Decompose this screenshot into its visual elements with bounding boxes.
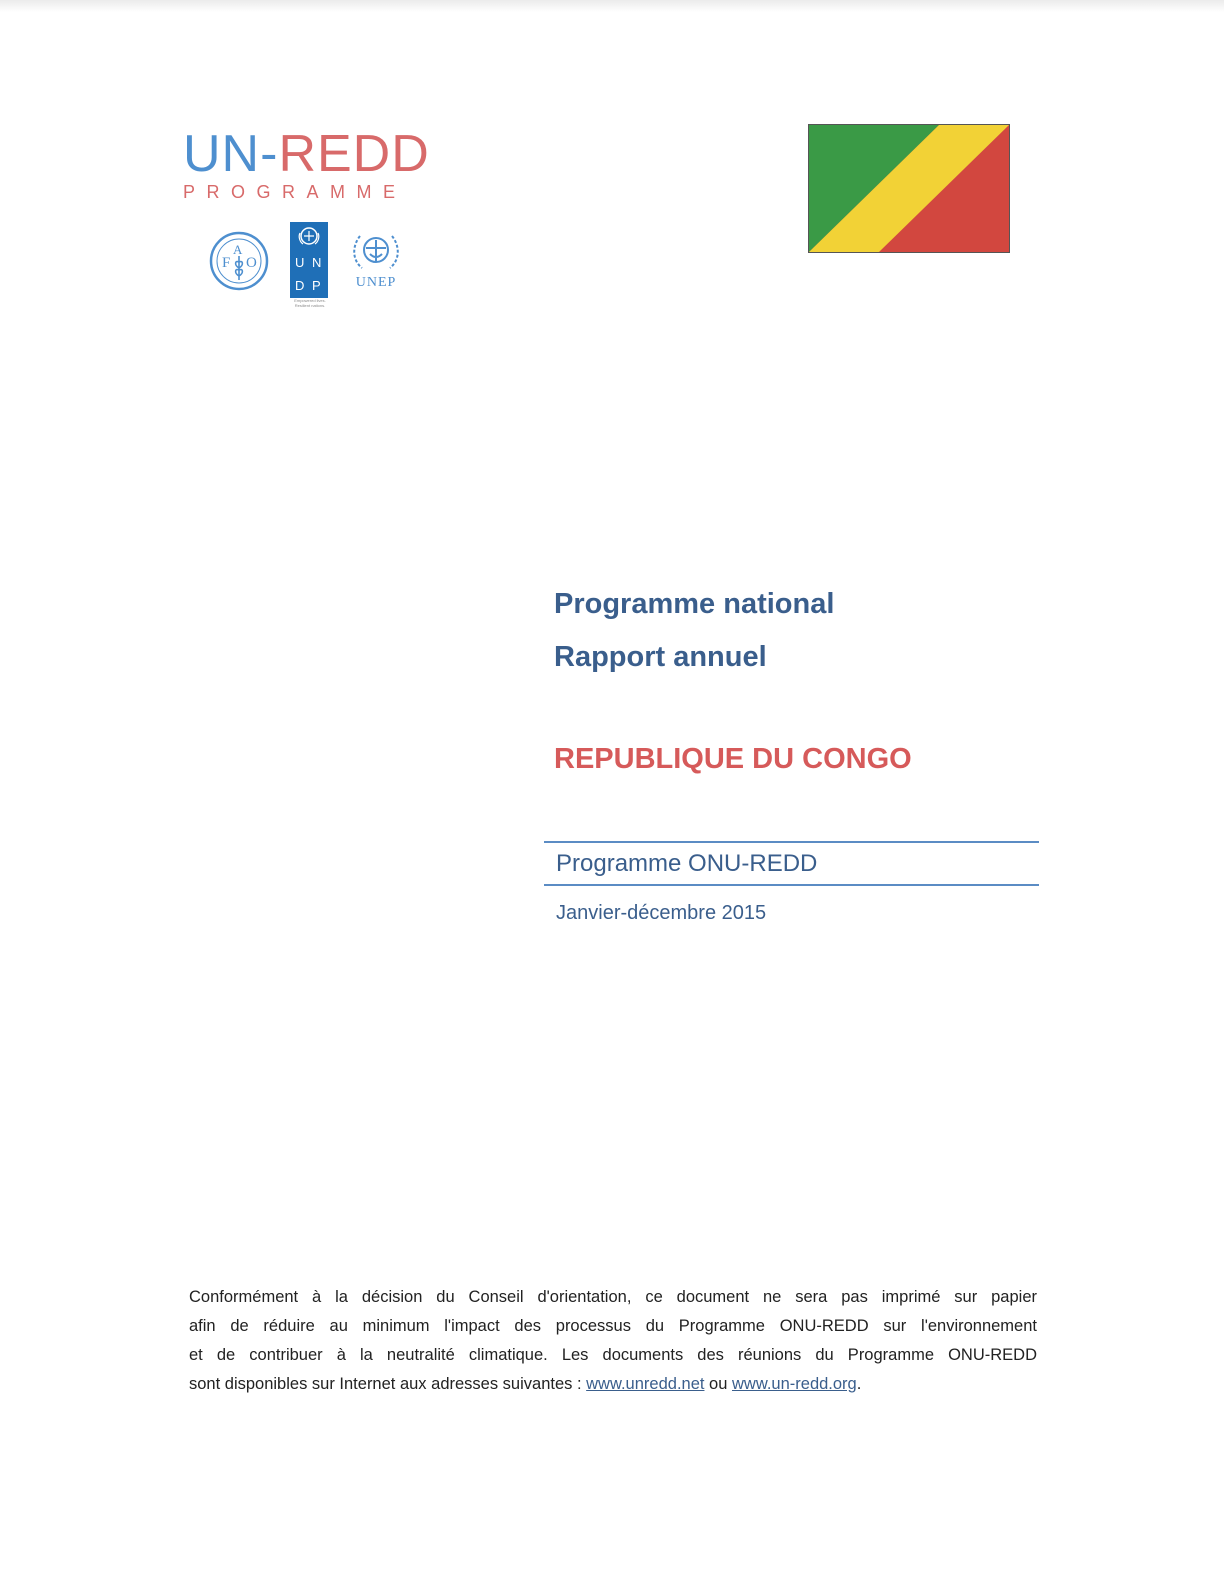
- undp-logo-icon: [290, 222, 328, 298]
- undp-letter-d: D: [295, 278, 305, 293]
- undp-letter-n: N: [312, 255, 322, 270]
- footer-line-2: afin de réduire au minimum l'impact des processus du Programme ONU-REDD sur l'environnement: [189, 1317, 1037, 1335]
- undp-tagline: Empowered lives. Resilient nations.: [294, 298, 326, 308]
- footer-line-4: [189, 1370, 1037, 1399]
- fao-letter-a: A: [233, 242, 243, 257]
- divider-bottom: [544, 884, 1039, 886]
- footer-notice: [189, 1283, 1037, 1399]
- country-title: REPUBLIQUE DU CONGO: [554, 743, 912, 775]
- logo-title: [183, 126, 443, 182]
- unep-logo-icon: [348, 228, 404, 290]
- fao-letter-f: F: [222, 255, 231, 271]
- footer-link-separator: ou: [704, 1375, 732, 1393]
- logo-un: UN: [183, 125, 261, 183]
- logo-dash: -: [260, 125, 279, 183]
- logo-redd: REDD: [278, 125, 430, 183]
- title-programme-national: Programme national: [554, 588, 835, 620]
- unep-label: UNEP: [355, 275, 397, 290]
- fao-letter-o: O: [246, 255, 257, 271]
- scan-edge: [0, 0, 1224, 12]
- programme-name: Programme ONU-REDD: [556, 850, 818, 877]
- fao-logo-icon: [208, 230, 270, 292]
- footer-line-1: Conformément à la décision du Conseil d'orientation, ce document ne sera pas imprimé sur papier: [189, 1288, 1037, 1306]
- link-unredd-net[interactable]: www.unredd.net: [586, 1375, 705, 1393]
- footer-line-3: et de contribuer à la neutralité climatique. Les documents des réunions du Programme ONU-REDD: [189, 1346, 1037, 1364]
- report-period: Janvier-décembre 2015: [556, 902, 767, 924]
- divider-top: [544, 841, 1039, 843]
- footer-end-period: .: [856, 1375, 862, 1393]
- undp-letter-p: P: [312, 278, 321, 293]
- undp-letter-u: U: [295, 255, 305, 270]
- footer-line-4-text: sont disponibles sur Internet aux adresses suivantes :: [189, 1375, 587, 1393]
- link-un-redd-org[interactable]: www.un-redd.org: [732, 1375, 857, 1393]
- un-redd-logo: [183, 126, 443, 203]
- title-rapport-annuel: Rapport annuel: [554, 641, 767, 673]
- logo-subtitle: PROGRAMME: [183, 182, 407, 202]
- congo-flag-icon: [808, 124, 1010, 253]
